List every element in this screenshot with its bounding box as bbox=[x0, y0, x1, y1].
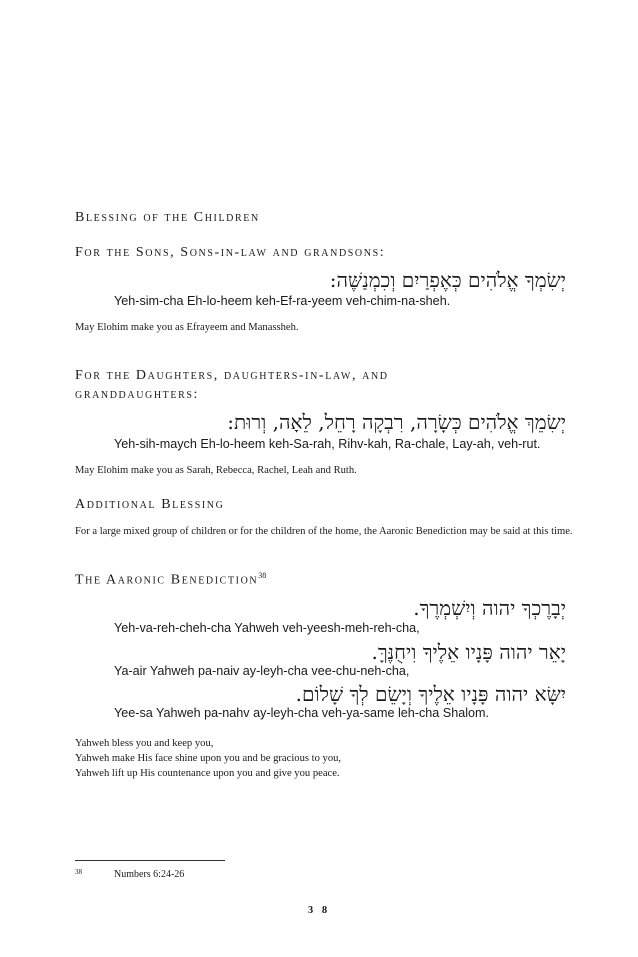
daughters-english-translation: May Elohim make you as Sarah, Rebecca, Rachel, Leah and Ruth. bbox=[75, 465, 357, 476]
aaronic-heading-text: The Aaronic Benediction bbox=[75, 572, 259, 588]
sons-transliteration: Yeh-sim-cha Eh-lo-heem keh-Ef-ra-yeem veh-chim-na-sheh. bbox=[114, 294, 451, 308]
page-number: 3 8 bbox=[307, 905, 331, 916]
aaronic-english-line-2: Yahweh make His face shine upon you and be gracious to you, bbox=[75, 753, 342, 764]
section-title-blessing-of-children: Blessing of the Children bbox=[75, 210, 260, 225]
aaronic-transliteration-line-2: Ya-air Yahweh pa-naiv ay-leyh-cha vee-chu-neh-cha, bbox=[114, 664, 410, 678]
aaronic-english-line-3: Yahweh lift up His countenance upon you and give you peace. bbox=[75, 768, 340, 779]
aaronic-transliteration-line-3: Yee-sa Yahweh pa-nahv ay-leyh-cha veh-ya-same leh-cha Shalom. bbox=[114, 706, 489, 720]
aaronic-hebrew-line-2: יָאֵר יהוה פָּנָיו אֵלֶיךָ וִיחֻנֶּךָּ. bbox=[371, 640, 566, 664]
sons-heading: For the Sons, Sons-in-law and grandsons: bbox=[75, 245, 386, 260]
additional-blessing-text: For a large mixed group of children or for the children of the home, the Aaronic Benediction may be said at this time. bbox=[75, 526, 573, 537]
sons-hebrew-blessing: יְשִׂמְךָ אֱלֹהִים כְּאֶפְרַיִם וְכִמְנַשֶּׁה: bbox=[329, 268, 566, 292]
daughters-heading-line2: granddaughters: bbox=[75, 387, 200, 402]
daughters-heading-line1: For the Daughters, daughters-in-law, and bbox=[75, 368, 389, 383]
aaronic-hebrew-line-1: יְבָרֶכְךָ יהוה וְיִשְׁמְרֶךָ. bbox=[413, 596, 566, 620]
aaronic-transliteration-line-1: Yeh-va-reh-cheh-cha Yahweh veh-yeesh-meh-reh-cha, bbox=[114, 621, 420, 635]
sons-english-translation: May Elohim make you as Efrayeem and Manassheh. bbox=[75, 322, 299, 333]
aaronic-english-line-1: Yahweh bless you and keep you, bbox=[75, 738, 214, 749]
footnote-reference: 38 bbox=[258, 571, 267, 580]
footnote-text: Numbers 6:24-26 bbox=[114, 869, 185, 880]
additional-blessing-heading: Additional Blessing bbox=[75, 497, 225, 512]
daughters-transliteration: Yeh-sih-maych Eh-lo-heem keh-Sa-rah, Rihv-kah, Ra-chale, Lay-ah, veh-rut. bbox=[114, 437, 541, 451]
footnote-number: 38 bbox=[75, 868, 82, 876]
footnote-divider bbox=[75, 860, 225, 861]
daughters-hebrew-blessing: יְשִׂמֵךְ אֱלֹהִים כְּשָׂרָה, רִבְקָה רָחֵל, לֵאָה, וְרוּת: bbox=[227, 410, 566, 434]
aaronic-benediction-heading bbox=[75, 566, 266, 590]
aaronic-hebrew-line-3: יִשָּׂא יהוה פָּנָיו אֵלֶיךָ וְיָשֵׂם לְךָ שָׁלוֹם. bbox=[295, 682, 566, 706]
